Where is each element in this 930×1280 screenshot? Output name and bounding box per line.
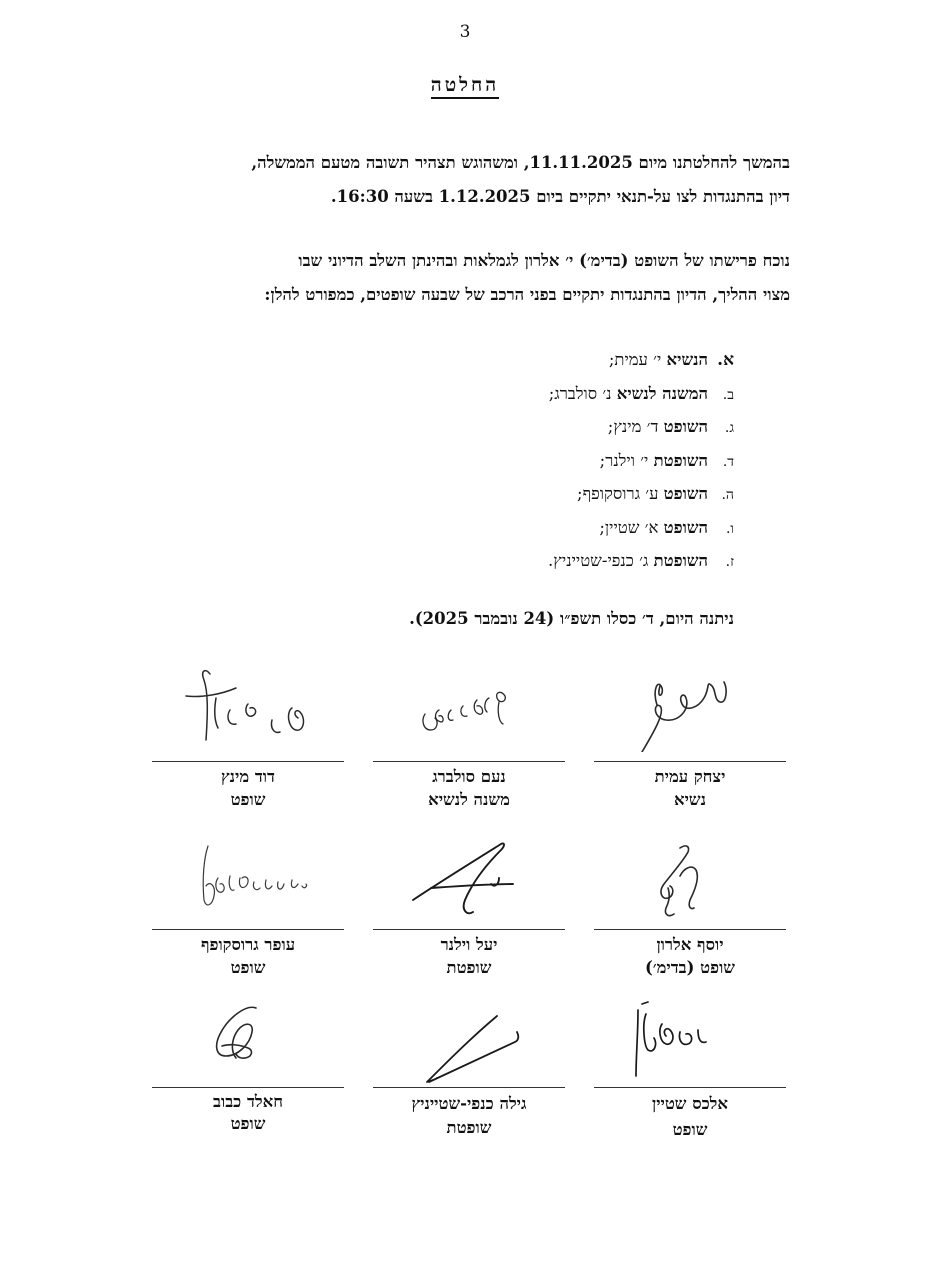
paragraph-hearing-date: [130, 146, 790, 214]
signer-role: שופט: [230, 1114, 266, 1133]
list-letter: ג.: [724, 420, 734, 436]
signature-line: [594, 1087, 786, 1088]
list-item: [314, 444, 734, 478]
list-item: [314, 377, 734, 411]
signature-line: [373, 1087, 565, 1088]
list-item: [314, 477, 734, 511]
document-title-text: החלטה: [431, 74, 499, 99]
signer-name: יצחק עמית: [654, 767, 726, 786]
list-letter: ו.: [725, 520, 734, 537]
signer-role: שופט: [672, 1120, 708, 1139]
signature-line: [373, 761, 565, 762]
list-letter: ז.: [725, 554, 734, 570]
list-letter: א.: [717, 350, 734, 370]
signer-role: שופט (בדימ׳): [644, 958, 735, 977]
list-item-name: י׳ עמית;: [608, 350, 667, 369]
paragraph-line: מצוי ההליך, הדיון בהתנגדות יתקיים בפני הרכב של שבעה שופטים, כמפורט להלן:: [264, 285, 790, 304]
list-item-title: השופט: [663, 484, 708, 503]
signer-role: שופטת: [446, 958, 492, 977]
list-item-title: הנשיא: [666, 350, 708, 369]
signature-image-solberg: [373, 660, 565, 752]
list-item-title: השופט: [663, 417, 708, 436]
list-item-title: השופטת: [653, 551, 708, 570]
signer-name: חאלד כבוב: [213, 1092, 283, 1111]
list-item-name: ד׳ מינץ;: [607, 417, 664, 436]
signer-name: יוסף אלרון: [656, 935, 724, 954]
signature-image-mintz: [152, 660, 344, 752]
list-item-title: השופטת: [653, 450, 708, 470]
signature-line: [373, 929, 565, 930]
list-item-name: י׳ וילנר;: [599, 450, 654, 470]
signature-image-elron: [594, 828, 786, 920]
signer-role: שופטת: [446, 1118, 492, 1137]
list-item-name: ג׳ כנפי-שטייניץ.: [548, 551, 654, 570]
signer-name: אלכס שטיין: [651, 1094, 728, 1113]
paragraph-line: בהמשך להחלטתנו מיום 11.11.2025, ומשהוגש תצהיר תשובה מטעם הממשלה,: [251, 153, 790, 172]
list-item: [314, 410, 734, 444]
list-item-title: המשנה לנשיא: [616, 383, 708, 403]
judges-panel-list: [314, 343, 734, 578]
signer-role: שופט: [230, 790, 266, 809]
list-item-name: נ׳ סולברג;: [548, 383, 617, 403]
signature-image-stein: [594, 994, 786, 1086]
list-item: [314, 544, 734, 578]
list-item-title: השופט: [663, 517, 708, 537]
signature-line: [152, 761, 344, 762]
signature-image-kabub: [152, 994, 344, 1086]
signer-name: גילה כנפי-שטייניץ: [411, 1094, 527, 1113]
signature-line: [152, 1087, 344, 1088]
page-number: 3: [459, 22, 471, 42]
list-item: [314, 511, 734, 545]
signer-role: נשיא: [674, 790, 706, 809]
signature-line: [594, 929, 786, 930]
signature-line: [594, 761, 786, 762]
signature-image-willner: [373, 828, 565, 920]
list-letter: ה.: [721, 487, 734, 503]
signature-image-amit: [594, 660, 786, 752]
signature-image-grosskopf: [152, 828, 344, 920]
list-item: [314, 343, 734, 377]
paragraph-panel-composition: [130, 244, 790, 312]
list-letter: ב.: [722, 386, 734, 403]
document-title: [0, 74, 930, 97]
list-letter: ד.: [722, 453, 734, 470]
signature-image-kanfi-steinitz: [373, 994, 565, 1086]
paragraph-line: דיון בהתנגדות לצו על-תנאי יתקיים ביום 1.12.2025 בשעה 16:30.: [330, 187, 790, 206]
signer-name: דוד מינץ: [221, 767, 275, 786]
signer-role: שופט: [230, 958, 266, 977]
signer-name: נעם סולברג: [432, 767, 506, 786]
signature-line: [152, 929, 344, 930]
signer-name: עופר גרוסקופף: [200, 935, 296, 954]
signer-role: משנה לנשיא: [428, 790, 510, 809]
signer-name: יעל וילנר: [440, 935, 498, 954]
list-item-name: א׳ שטיין;: [599, 517, 664, 537]
list-item-name: ע׳ גרוסקופף;: [577, 484, 664, 503]
paragraph-line: נוכח פרישתו של השופט (בדימ׳) י׳ אלרון לגמלאות ובהינתן השלב הדיוני שבו: [298, 251, 790, 270]
given-date-line: ניתנה היום, ד׳ כסלו תשפ״ו (24 נובמבר 2025).: [409, 609, 734, 628]
